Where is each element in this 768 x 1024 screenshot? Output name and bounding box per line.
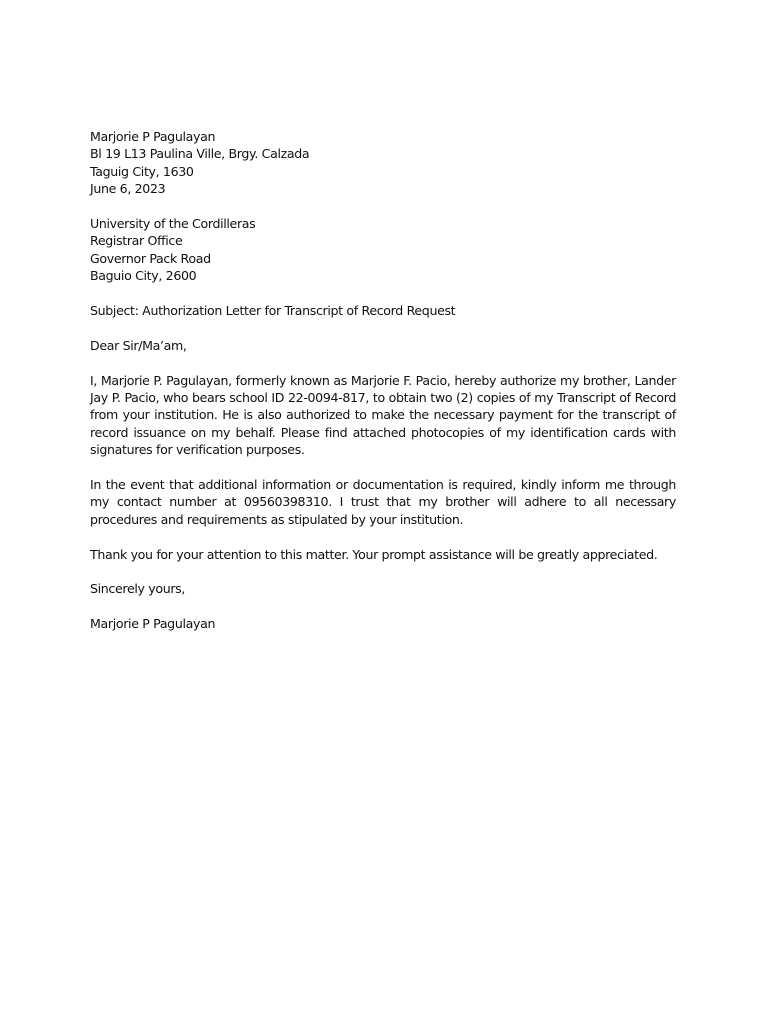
- spacer: [90, 285, 676, 302]
- recipient-street: Governor Pack Road: [90, 250, 211, 266]
- spacer: [90, 598, 676, 615]
- spacer: [90, 198, 676, 215]
- letter-body: [90, 128, 676, 633]
- spacer: [90, 354, 676, 371]
- recipient-city: Baguio City, 2600: [90, 268, 197, 284]
- sender-block: [90, 128, 676, 198]
- spacer: [90, 563, 676, 580]
- body-paragraph-2: In the event that additional information or documentation is required, kindly inform me through my contact number at 09560398310. I trust that my brother will adhere to all necessary procedures and requirements as stipulated by your institution.: [90, 477, 676, 527]
- signature-name: Marjorie P Pagulayan: [90, 616, 216, 632]
- body-paragraph-1: I, Marjorie P. Pagulayan, formerly known as Marjorie F. Pacio, hereby authorize my brother, Lander Jay P. Pacio, who bears school ID 22-0094-817, to obtain two (2) copies of my Transcript of Record from your institution. He is also authorized to make the necessary payment for the transcript of record issuance on my behalf. Please find attached photocopies of my identification cards with signatures for verification purposes.: [90, 372, 676, 458]
- closing: Sincerely yours,: [90, 581, 186, 597]
- body-paragraph-3: Thank you for your attention to this matter. Your prompt assistance will be greatly appreciated.: [90, 546, 658, 562]
- sender-address: Bl 19 L13 Paulina Ville, Brgy. Calzada: [90, 146, 310, 162]
- recipient-institution: University of the Cordilleras: [90, 216, 256, 232]
- subject-line: Subject: Authorization Letter for Transcript of Record Request: [90, 303, 456, 319]
- spacer: [90, 528, 676, 545]
- salutation: Dear Sir/Ma’am,: [90, 337, 187, 353]
- recipient-block: [90, 215, 676, 285]
- spacer: [90, 459, 676, 476]
- spacer: [90, 319, 676, 336]
- recipient-office: Registrar Office: [90, 233, 183, 249]
- letter-date: June 6, 2023: [90, 181, 166, 197]
- sender-city: Taguig City, 1630: [90, 163, 194, 179]
- sender-name: Marjorie P Pagulayan: [90, 129, 216, 144]
